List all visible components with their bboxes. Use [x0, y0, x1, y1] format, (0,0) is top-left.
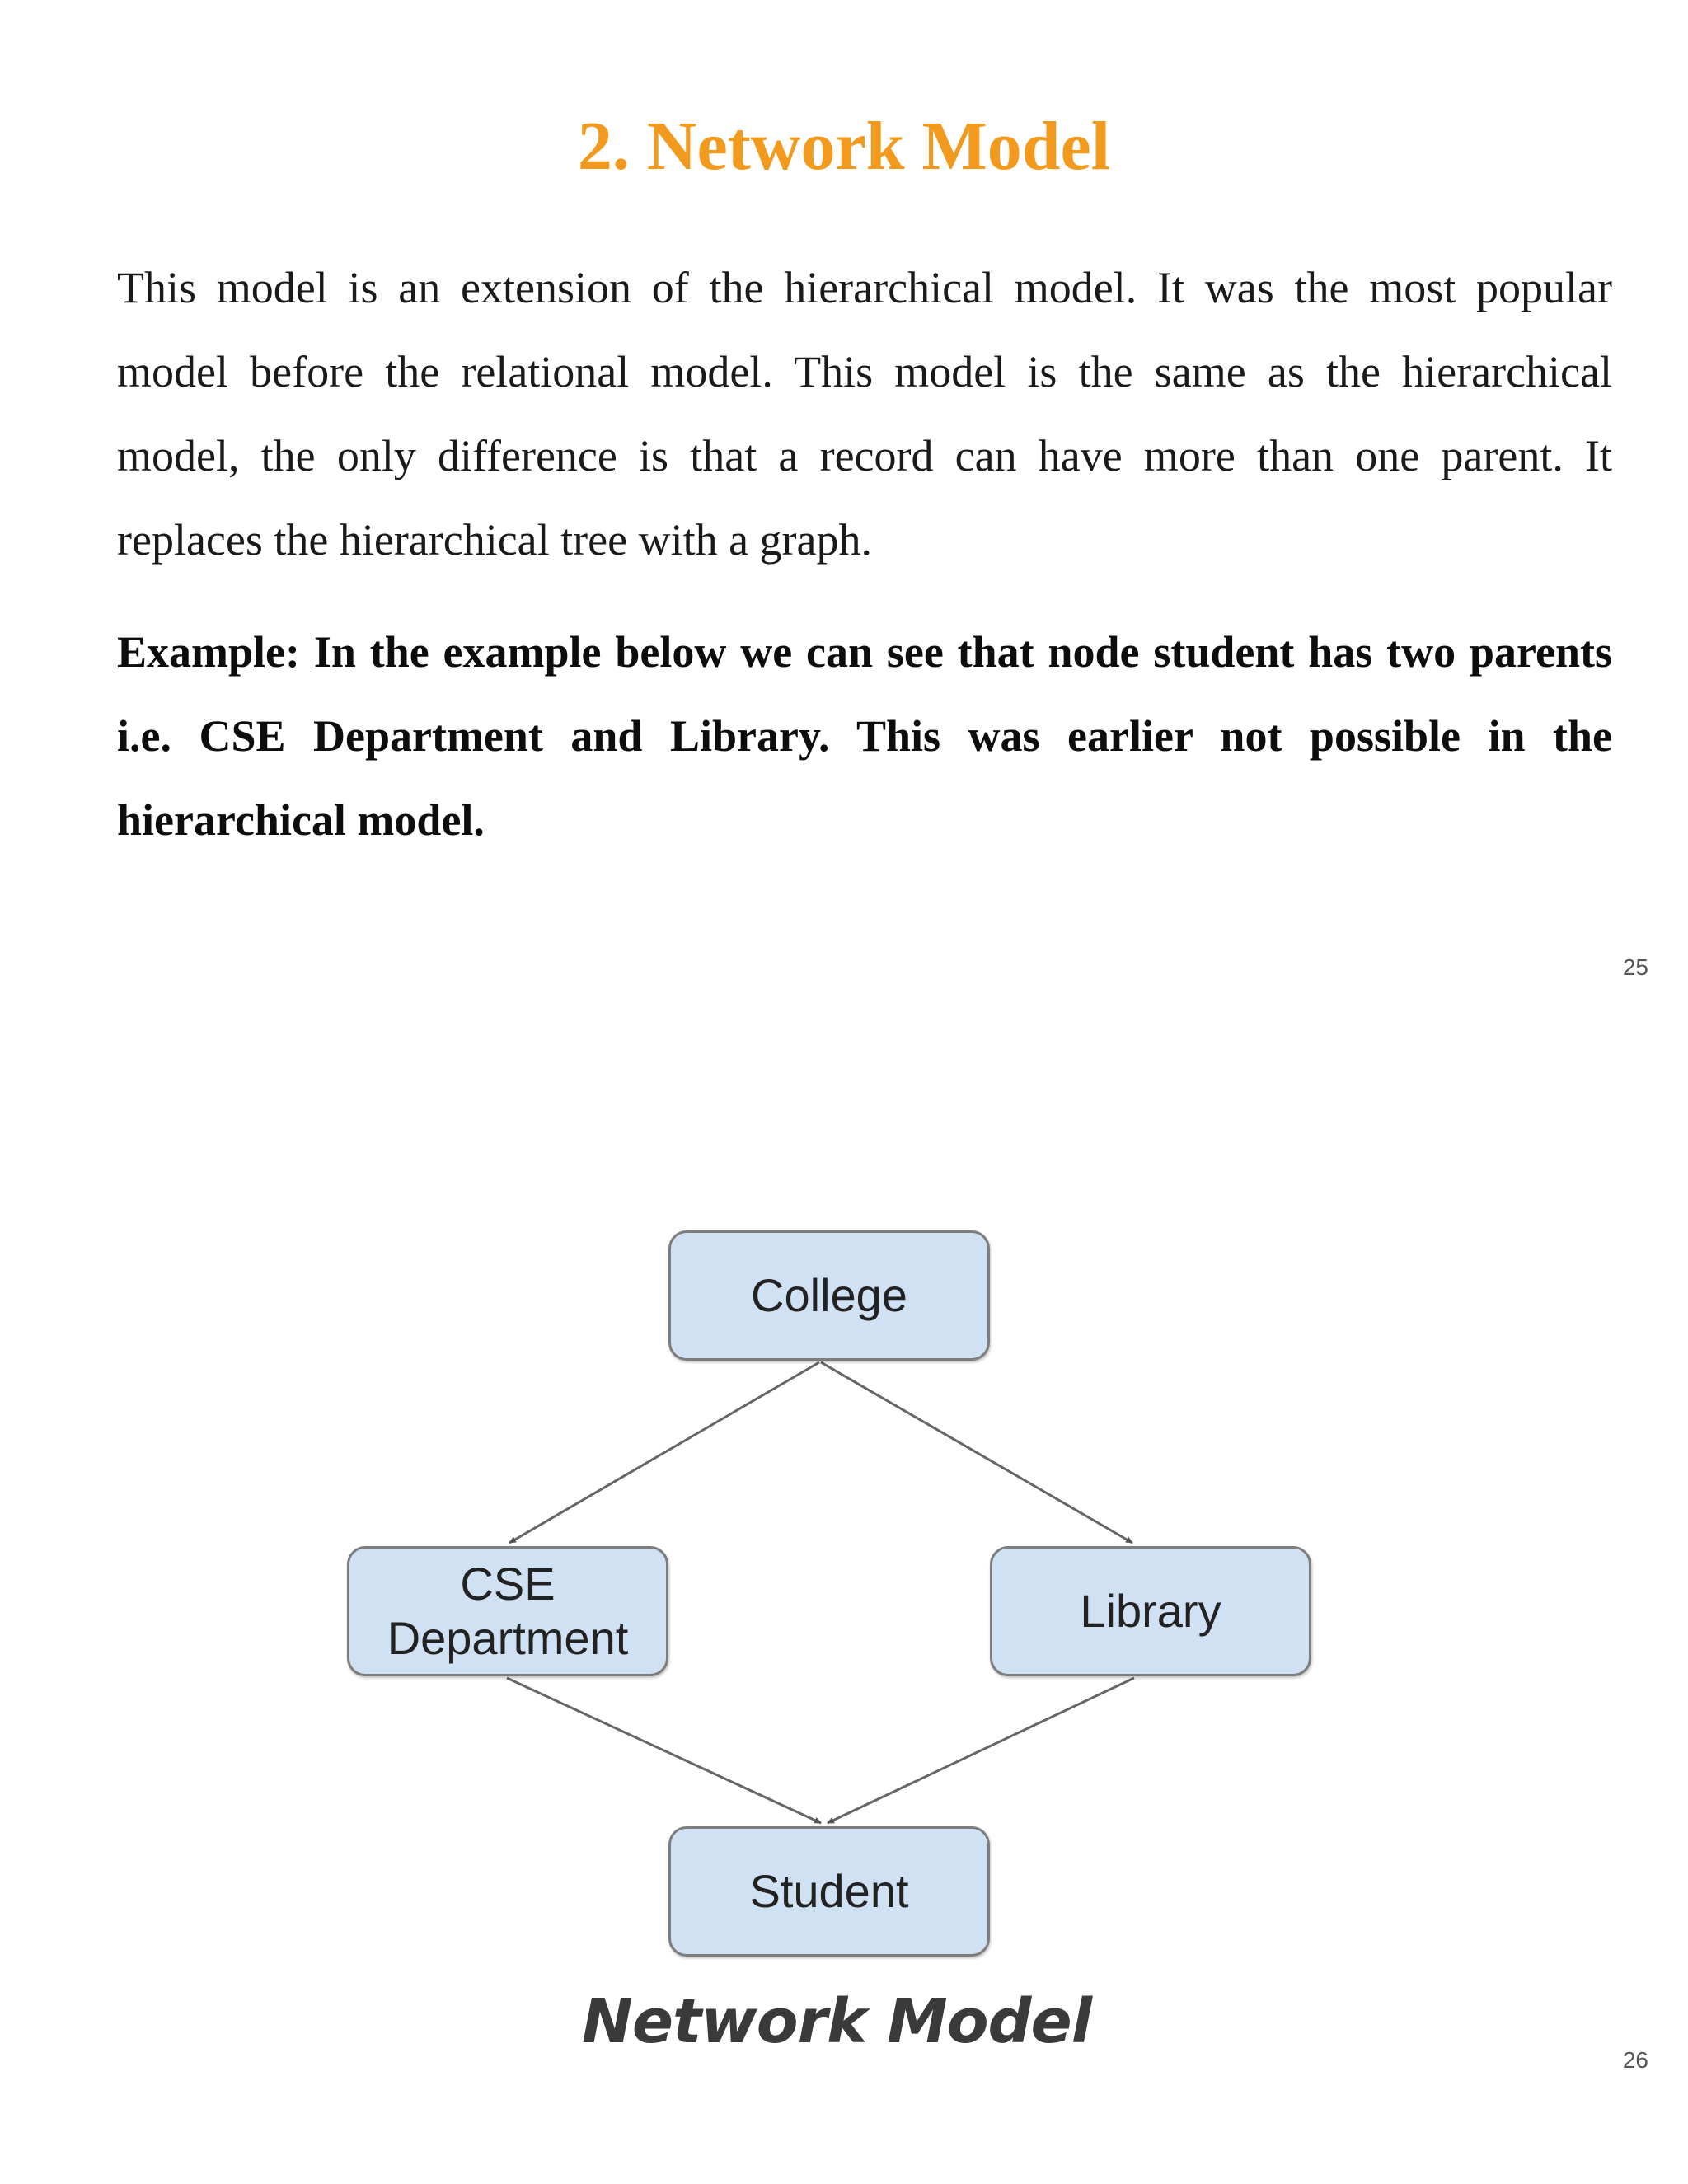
edge-library-student — [828, 1678, 1134, 1823]
node-cse-department — [347, 1546, 668, 1676]
intro-paragraph: This model is an extension of the hierarchical model. It was the most popular model before the relational model. This model is the same as the hierarchical model, the only difference is that a record can have more than one parent. It replaces the hierarchical tree with a graph. — [117, 263, 1612, 565]
example-paragraph: Example: In the example below we can see that node student has two parents i.e. CSE Department and Library. This was earlier not possible in the hierarchical model. — [117, 627, 1612, 845]
edge-cse-student — [507, 1678, 821, 1823]
node-college — [668, 1230, 990, 1361]
page-title: 2. Network Model — [577, 108, 1111, 185]
page-number: 26 — [1622, 2047, 1648, 2073]
page-number: 25 — [1622, 954, 1648, 980]
network-model-diagram — [330, 1203, 1343, 2077]
node-cse-department-label — [387, 1557, 629, 1666]
node-student-label: Student — [749, 1865, 909, 1917]
node-student — [668, 1826, 990, 1957]
node-cse-line1: CSE — [460, 1558, 556, 1610]
figure-caption: Network Model — [581, 1986, 1092, 2057]
node-college-label: College — [751, 1269, 907, 1321]
edge-college-cse — [509, 1362, 819, 1543]
node-library — [990, 1546, 1311, 1676]
edge-college-library — [821, 1362, 1132, 1543]
node-library-label: Library — [1080, 1585, 1221, 1637]
node-cse-line2: Department — [387, 1612, 629, 1664]
